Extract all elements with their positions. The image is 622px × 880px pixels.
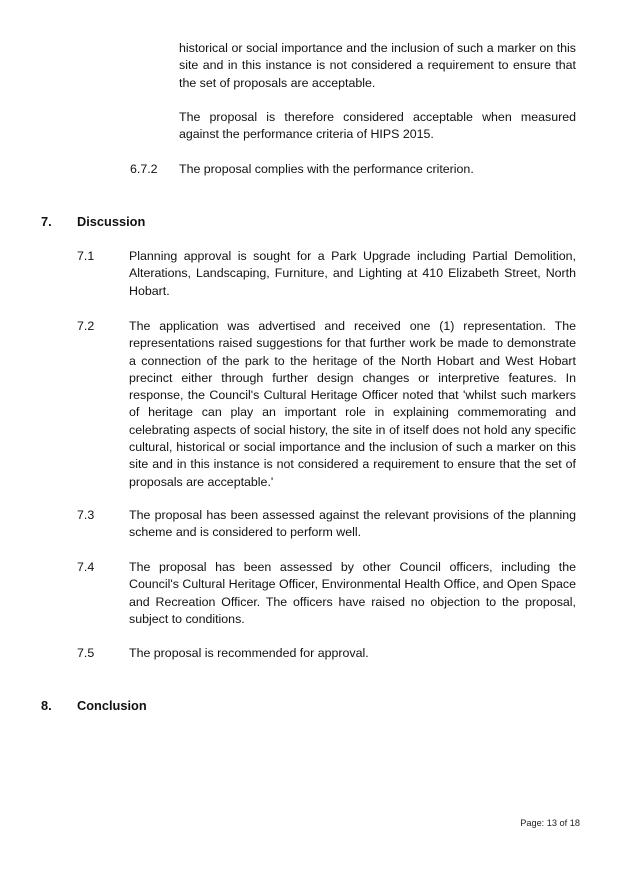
clause-text-6-7-2: The proposal complies with the performance criterion. bbox=[179, 162, 474, 176]
item-number-7-3: 7.3 bbox=[77, 508, 95, 522]
section-6-continuation-paragraph: historical or social importance and the inclusion of such a marker on this site and in this instance is not considered a requirement to ensure that the set of proposals are acceptable. bbox=[179, 41, 576, 90]
item-number-7-2: 7.2 bbox=[77, 319, 95, 333]
item-text-7-3: The proposal has been assessed against the relevant provisions of the planning scheme and is considered to perform well. bbox=[129, 508, 576, 540]
section-6-conclusion-paragraph: The proposal is therefore considered acceptable when measured against the performance criteria of HIPS 2015. bbox=[179, 110, 576, 142]
item-text-7-1: Planning approval is sought for a Park Upgrade including Partial Demolition, Alterations, Landscaping, Furniture, and Lighting at 410 Elizabeth Street, North Hobart. bbox=[129, 249, 576, 298]
section-7-number: 7. bbox=[41, 214, 52, 229]
clause-number-6-7-2: 6.7.2 bbox=[130, 162, 158, 176]
item-number-7-1: 7.1 bbox=[77, 249, 95, 263]
item-number-7-5: 7.5 bbox=[77, 646, 95, 660]
section-8-number: 8. bbox=[41, 698, 52, 713]
item-text-7-4: The proposal has been assessed by other Council officers, including the Council's Cultural Heritage Officer, Environmental Health Office, and Open Space and Recreation Officer. The officers have raised no objection to the proposal, subject to conditions. bbox=[129, 560, 576, 626]
page-number-footer: Page: 13 of 18 bbox=[520, 818, 580, 828]
section-7-heading: Discussion bbox=[77, 214, 146, 229]
item-number-7-4: 7.4 bbox=[77, 560, 95, 574]
section-8-heading: Conclusion bbox=[77, 698, 147, 713]
item-text-7-2: The application was advertised and received one (1) representation. The representations raised suggestions for that further work be made to demonstrate a connection of the park to the heritage of the North Hobart and West Hobart precinct either through further design changes or interpretive features. In response, the Council's Cultural Heritage Officer noted that 'whilst such markers of heritage can play an important role in explaining commemorating and celebrating aspects of social history, the site in of itself does not hold any specific cultural, historical or social importance and the inclusion of such a marker on this site and in this instance is not considered a requirement to ensure that the set of proposals are acceptable.' bbox=[129, 319, 576, 489]
item-text-7-5: The proposal is recommended for approval. bbox=[129, 646, 369, 660]
